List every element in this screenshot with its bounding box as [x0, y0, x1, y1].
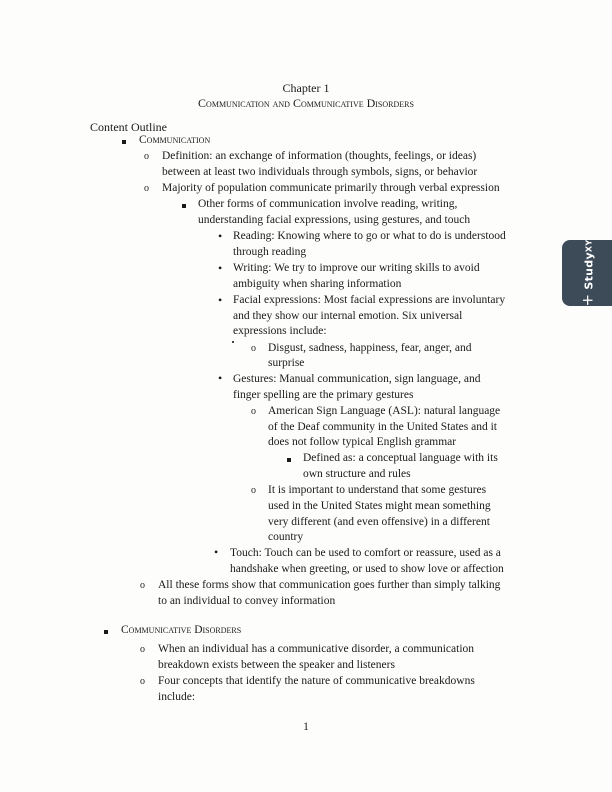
circle-bullet-icon: o — [140, 644, 145, 655]
all-forms-line-2: to an individual to convey information — [158, 595, 336, 607]
breakdown-line-1: When an individual has a communicative disorder, a communication — [158, 643, 475, 655]
studyxy-watermark[interactable] — [562, 240, 612, 306]
dot-bullet-icon: • — [218, 229, 223, 243]
content-outline-heading: Content Outline — [90, 120, 167, 134]
concepts-line-2: include: — [158, 691, 196, 703]
circle-bullet-icon: o — [251, 343, 256, 354]
asl-line-3: does not follow typical English grammar — [268, 436, 457, 448]
chapter-label: Chapter 1 — [282, 81, 330, 95]
touch-line-2: handshake when greeting, or used to show love or affection — [230, 563, 504, 575]
square-bullet-icon — [122, 140, 126, 144]
circle-bullet-icon: o — [251, 406, 256, 417]
circle-bullet-icon: o — [140, 676, 145, 687]
facial-line-1: Facial expressions: Most facial expressions are involuntary — [233, 294, 506, 306]
square-bullet-icon — [182, 204, 186, 208]
facial-line-2: and they show our internal emotion. Six universal — [233, 310, 463, 322]
watermark-brand: Study — [582, 252, 595, 290]
reading-line-2: through reading — [233, 246, 307, 258]
communicative-disorders-heading: Communicative Disorders — [121, 624, 242, 636]
emotions-line-2: surprise — [268, 357, 305, 369]
definition-line-2: between at least two individuals through symbols, signs, or behavior — [162, 166, 478, 178]
gestures-line-2: finger spelling are the primary gestures — [233, 389, 414, 401]
asl-line-1: American Sign Language (ASL): natural language — [268, 405, 501, 417]
asl-line-2: of the Deaf community in the United States and it — [268, 421, 497, 433]
communication-heading: Communication — [139, 134, 211, 146]
defined-line-1: Defined as: a conceptual language with its — [303, 452, 498, 464]
square-bullet-icon — [104, 630, 108, 634]
definition-line-1: Definition: an exchange of information (thoughts, feelings, or ideas) — [162, 150, 477, 162]
majority-line: Majority of population communicate primarily through verbal expression — [162, 182, 500, 194]
important-line-3: very different (and even offensive) in a different — [268, 516, 490, 528]
circle-bullet-icon: o — [251, 485, 256, 496]
important-line-1: It is important to understand that some gestures — [268, 484, 487, 496]
dot-bullet-icon: • — [214, 545, 219, 559]
circle-bullet-icon: o — [144, 183, 149, 194]
dot-bullet-icon: • — [218, 371, 223, 385]
dot-bullet-icon: • — [218, 261, 223, 275]
other-forms-line-2: understanding facial expressions, using gestures, and touch — [198, 214, 471, 226]
touch-line-1: Touch: Touch can be used to comfort or reassure, used as a — [230, 547, 501, 559]
all-forms-line-1: All these forms show that communication goes further than simply talking — [158, 579, 501, 591]
square-bullet-icon — [287, 458, 291, 462]
important-line-4: country — [268, 531, 304, 543]
page-number: 1 — [303, 721, 309, 733]
circle-bullet-icon: o — [140, 580, 145, 591]
facial-line-3: expressions include: — [233, 325, 327, 337]
circle-bullet-icon: o — [144, 151, 149, 162]
watermark-brand-suffix: XY — [584, 239, 593, 253]
speck-mark-icon — [232, 341, 234, 343]
writing-line-1: Writing: We try to improve our writing skills to avoid — [233, 262, 480, 274]
plus-icon: + — [578, 293, 596, 307]
chapter-title: Communication and Communicative Disorders — [198, 96, 414, 110]
defined-line-2: own structure and rules — [303, 468, 411, 480]
other-forms-line-1: Other forms of communication involve reading, writing, — [198, 198, 458, 210]
concepts-line-1: Four concepts that identify the nature of communicative breakdowns — [158, 675, 475, 687]
important-line-2: used in the United States might mean something — [268, 500, 491, 512]
gestures-line-1: Gestures: Manual communication, sign language, and — [233, 373, 481, 385]
emotions-line-1: Disgust, sadness, happiness, fear, anger, and — [268, 342, 472, 354]
writing-line-2: ambiguity when sharing information — [233, 278, 402, 290]
dot-bullet-icon: • — [218, 293, 223, 307]
breakdown-line-2: breakdown exists between the speaker and listeners — [158, 659, 395, 671]
reading-line-1: Reading: Knowing where to go or what to do is understood — [233, 230, 506, 242]
